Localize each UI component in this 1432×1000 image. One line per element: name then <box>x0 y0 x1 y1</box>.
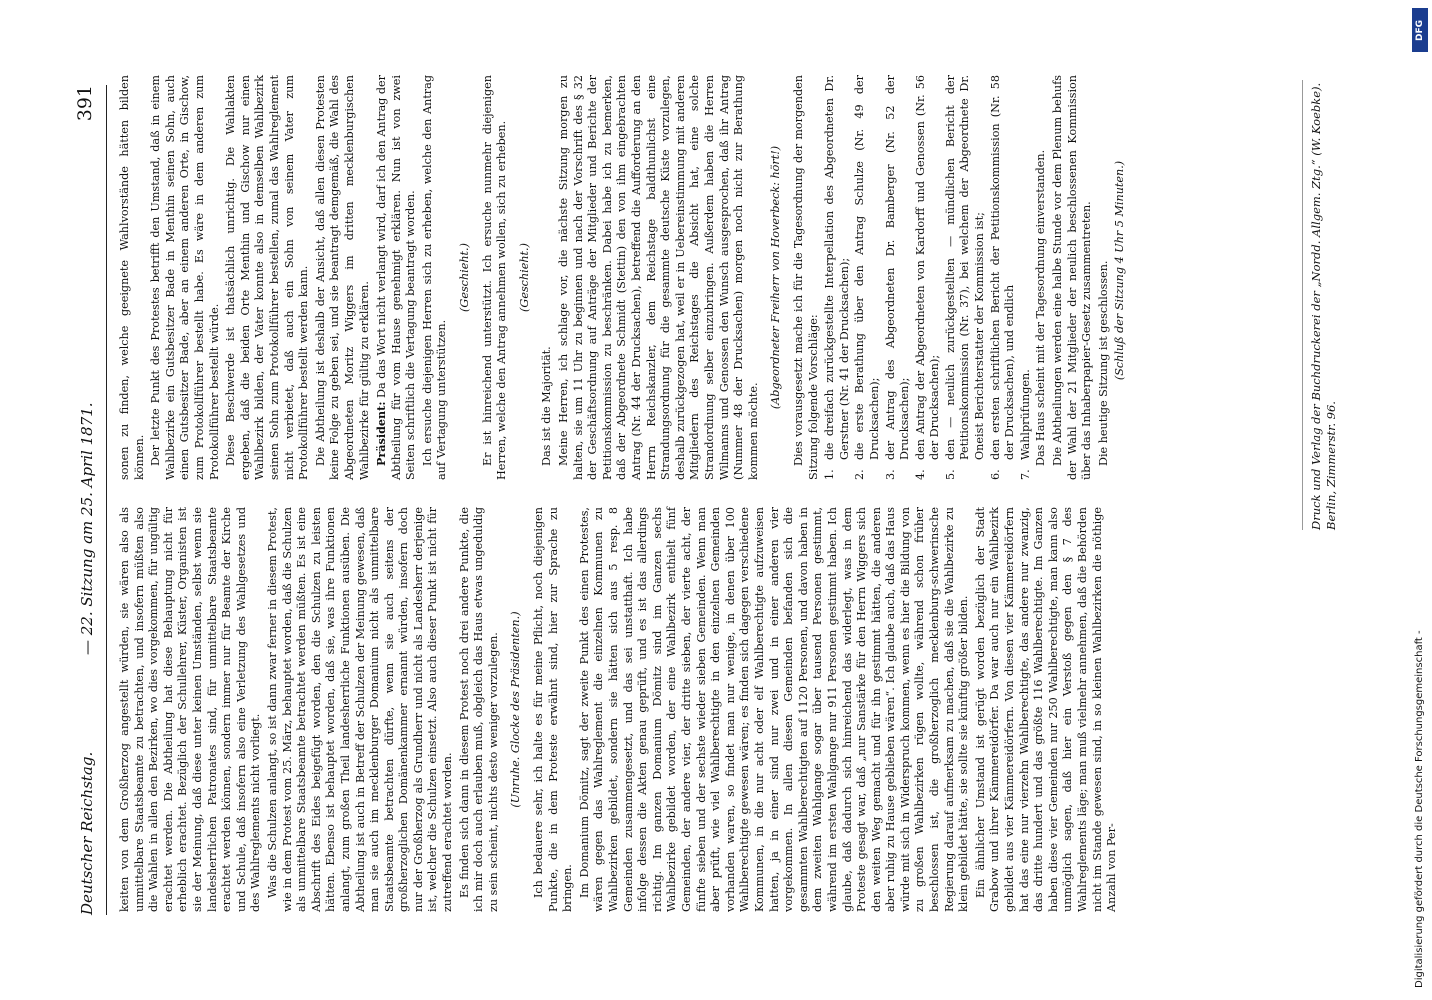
paragraph: Ein ähnlicher Umstand ist gerügt worden bezüglich der Stadt Grabow und ihrer Kämmereidörfer. Da war auch nur ein Wahlbezirk gebildet aus vier Kämmereidörfern. Von diesen vier Kämmereidörfern hat das eine nur vierzehn Wahlberechtigte, das andere nur zwanzig, das dritte hundert und das größte 116 Wahlberechtigte. Im Ganzen haben diese vier Gemeinden nur 250 Wahlberechtigte, man kann also unmöglich sagen, daß hier ein Verstoß gegen den § 7 des Wahlreglements läge; man muß vielmehr annehmen, daß die Behörden nicht im Stande gewesen sind, in so kleinen Wahlbezirken die nöthige Anzahl von Per- <box>973 507 1119 912</box>
paragraph: Die heutige Sitzung ist geschlossen. <box>1096 260 1110 466</box>
agenda-item: 4. den Antrag der Abgeordneten von Kardorff und Genossen (Nr. 56 der Drucksachen); <box>913 75 942 480</box>
session-title: — 22. Sitzung am 25. April 1871. <box>78 402 96 655</box>
interjection: (Unruhe. Glocke des Präsidenten.) <box>509 611 523 808</box>
interjection: (Geschieht.) <box>517 243 531 312</box>
paragraph: sonen zu finden, welche geeignete Wahlvorstände hätten bilden können. <box>118 75 146 480</box>
paragraph: keiten von dem Großherzog angestellt würden, sie wären also als unmittelbare Staatsbeamte zu betrachten, und insofern müßten also die Wahlen in allen den Bezirken, wo dies vorgekommen, für ungültig erachtet werden. Die Abtheilung hat diese Behauptung nicht für erheblich erachtet. Bezüglich der Schullehrer, Küster, Organisten ist sie der Meinung, daß diese unter keinen Umständen, selbst wenn sie landesherrlichen Patronates sind, für unmittelbare Staatsbeamte erachtet werden können, sondern immer nur für Beamte der Kirche und Schule, daß insofern also eine Verletzung des Wahlgesetzes und des Wahlreglements nicht vorliegt. <box>118 507 263 912</box>
page-header <box>72 85 107 915</box>
agenda-item: 2. die erste Berathung über den Antrag Schulze (Nr. 49 der Drucksachen); <box>853 75 881 480</box>
speaker-name: Präsident: <box>374 401 389 466</box>
paragraph: Es finden sich dann in diesem Protest noch drei andere Punkte, die ich mir doch auch erlauben muß, obgleich das Haus etwas ungeduldig zu sein scheint, nichts desto weniger vorzulegen. <box>457 507 500 912</box>
session-closing: (Schluß der Sitzung 4 Uhr 5 Minuten.) <box>1113 160 1127 381</box>
dfg-logo: DFG <box>1412 8 1428 52</box>
publication-title: Deutscher Reichstag. <box>78 751 96 915</box>
digitization-sidebar <box>1412 8 1428 993</box>
interjection: (Abgeordneter Freiherr von Hoverbeck: hört!) <box>769 145 783 410</box>
paragraph: Der letzte Punkt des Protestes betrifft den Umstand, daß in einem Wahlbezirke ein Gutsbesitzer Bade in Menthin seinen Sohn, auch einen Gutsbesitzer Bade, aber an einem anderen Orte, in Gischow, zum Protokollführer bestellt habe. Es wäre in dem anderen zum Protokollführer bestellt würde. <box>149 75 221 480</box>
paragraph: Das ist die Majorität. <box>540 346 554 466</box>
president-paragraph <box>374 75 419 480</box>
agenda-item: 5. den — neulich zurückgestellten — mündlichen Bericht der Petitionskommission (Nr. 37), bei welchem der Abgeordnete Dr. Oneist Berichterstatter der Kommission ist; <box>943 75 987 480</box>
paragraph: Er ist hinreichend unterstützt. Ich ersuche nunmehr diejenigen Herren, welche den Antrag annehmen wollen, sich zu erheben. <box>480 75 509 480</box>
agenda-item: 7. Wahlprüfungen. <box>1018 369 1032 480</box>
agenda-list <box>823 75 1033 480</box>
paragraph: Meine Herren, ich schlage vor, die nächste Sitzung morgen zu halten, sie um 11 Uhr zu beginnen und nach der Vorschrift des § 32 der Geschäftsordnung auf Anträge der Mitglieder und Berichte der Petitionskommission zu beschränken. Dabei habe ich zu bemerken, daß der Abgeordnete Schmidt (Stettin) den von ihm eingebrachten Antrag (Nr. 44 der Drucksachen), betreffend die Aufforderung an den Herrn Reichskanzler, dem Reichstage baldthunlichst eine Strandungsordnung für die gesammte deutsche Küste vorzulegen, deshalb zurückgezogen hat, weil er in Uebereinstimmung mit anderen Mitgliedern des Reichstages die Absicht hat, eine solche Strandordnung selber einzubringen. Außerdem haben die Herren Wilmanns und Genossen den Wunsch ausgesprochen, daß ihr Antrag (Nummer 48 der Drucksachen) morgen noch nicht zur Berathung kommen möchte. <box>557 75 760 480</box>
printer-imprint: Druck und Verlag der Buchdruckerei der „Nordd. Allgem. Ztg.“ (W. Koebke). Berlin, Zimmerstr. 96. <box>1302 80 1339 530</box>
agenda-item: 3. der Antrag des Abgeordneten Dr. Bamberger (Nr. 52 der Drucksachen); <box>883 75 912 480</box>
paragraph: Diese Beschwerde ist thatsächlich unrichtig. Die Wahlakten ergeben, daß die beiden Orte Menthin und Gischow nur einen Wahlbezirk bilden, der Vater konnte also in demselben Wahlbezirk seinen Sohn zum Protokollführer bestellen, zumal das Wahlreglement nicht verbietet, daß auch ein Sohn von seinem Vater zum Protokollführer bestellt werden kann. <box>224 75 311 480</box>
paragraph: Die Abtheilung ist deshalb der Ansicht, daß allen diesen Protesten keine Folge zu geben sei, und sie beantragt demgemäß, die Wahl des Abgeordneten Moritz Wiggers im dritten mecklenburgischen Wahlbezirke für gültig zu erklären. <box>313 75 371 480</box>
paragraph: Ich bedauere sehr, ich halte es für meine Pflicht, noch diejenigen Punkte, die in dem Proteste erwähnt sind, hier zur Sprache zu bringen. <box>532 507 575 912</box>
agenda-item: 6. den ersten schriftlichen Bericht der Petitionskommission (Nr. 58 der Drucksachen), und endlich <box>988 75 1017 480</box>
left-column <box>118 507 1122 912</box>
paragraph: Im Domanium Dömitz, sagt der zweite Punkt des einen Protestes, wären gegen das Wahlreglement die einzelnen Kommunen zu Wahlbezirken gebildet, sondern sie hätten sich aus 5 resp. 8 Gemeinden zusammengesetzt, und das sei unstatthaft. Ich habe infolge dessen die Akten genau geprüft, und es ist das allerdings richtig. Im ganzen Domanium Dömitz sind im Ganzen sechs Wahlbezirke gebildet worden, der eine Wahlbezirk enthielt fünf Gemeinden, der andere vier, der dritte sieben, der vierte acht, der fünfte sieben und der sechste wieder sieben Gemeinden. Wenn man aber prüft, wie viel Wahlberechtigte in den einzelnen Gemeinden vorhanden waren, so findet man nur wenige, in denen über 100 Wahlberechtigte gewesen wären; es finden sich dagegen verschiedene Kommunen, in die nur acht oder elf Wahlberechtigte aufzuweisen hatten, ja in einer sind nur zwei und in einer anderen vier vorgekommen. In allen diesen Gemeinden befanden sich die gesammten Wahlberechtigten auf 1120 Personen, und davon haben in dem zweiten Wahlgange sogar über tausend Personen gestimmt, während im ersten Wahlgange nur 911 Personen gestimmt haben. Ich glaube, daß dadurch sich hinreichend das widerlegt, was in dem Proteste gesagt war, daß „nur Sanstärke für den Herrn Wiggers sich den weiten Weg gemacht und für ihn gestimmt hätten, die anderen aber ruhig zu Hause geblieben wären“. Ich glaube auch, daß das Haus würde mit sich in Widerspruch kommen, wenn es hier die Bildung von zu großen Wahlbezirken rügen wollte, während schon früher beschlossen ist, die großherzoglich mecklenburg-schwerinsche Regierung darauf aufmerksam zu machen, daß sie die Wahlbezirke zu klein gebildet hätte, sie sollte sie künftig größer bilden. <box>577 507 971 912</box>
agenda-item: 1. die dreifach zurückgestellte Interpellation des Abgeordneten Dr. Gerstner (Nr. 41 der Drucksachen); <box>823 75 851 480</box>
right-column <box>118 75 1130 480</box>
paragraph: Ich ersuche diejenigen Herren sich zu erheben, welche den Antrag auf Vertagung unterstützen. <box>420 75 449 480</box>
page-number: 391 <box>74 85 96 122</box>
speech-text: Da das Wort nicht verlangt wird, darf ich den Antrag der Abtheilung für vom Hause genehmigt erklären. Nun ist von zwei Seiten schriftlich die Vertagung beantragt worden. <box>375 75 418 480</box>
paragraph: Was die Schulzen anlangt, so ist dann zwar ferner in diesem Protest, wie in dem Protest vom 25. März, behauptet worden, daß die Schulzen als unmittelbare Staatsbeamte betrachtet werden müßten. Es ist eine Abschrift des Eides beigefügt worden, den die Schulzen zu leisten hätten. Ebenso ist behauptet worden, daß sie, was ihre Funktionen anlangt, zum großen Theil landesherrliche Funktionen ausüben. Die Abtheilung ist auch in Betreff der Schulzen der Meinung gewesen, daß man sie auch im mecklenburger Domanium nicht als unmittelbare Staatsbeamte betrachten dürfte, wenn sie auch seitens der großherzoglichen Domänenkammer ernannt würden, insofern doch nur der Großherzog als Grundherr und nicht als Landesherr derjenige ist, welcher die Schulzen einsetzt. Also auch dieser Punkt ist nicht für zutreffend erachtet worden. <box>265 507 455 912</box>
paragraph: Das Haus scheint mit der Tagesordnung einverstanden. <box>1034 149 1048 466</box>
digitization-credit: Digitalisierung gefördert durch die Deutsche Forschungsgemeinschaft - <box>1414 630 1425 988</box>
interjection: (Geschieht.) <box>458 243 472 312</box>
paragraph: Die Abtheilungen werden eine halbe Stunde vor dem Plenum behufs der Wahl der 21 Mitglieder der neulich beschlossenen Kommission über das Inhaberpapier-Gesetz zusammentreten. <box>1051 75 1094 480</box>
paragraph: Dies vorausgesetzt mache ich für die Tagesordnung der morgenden Sitzung folgende Vorschläge: <box>791 75 820 480</box>
